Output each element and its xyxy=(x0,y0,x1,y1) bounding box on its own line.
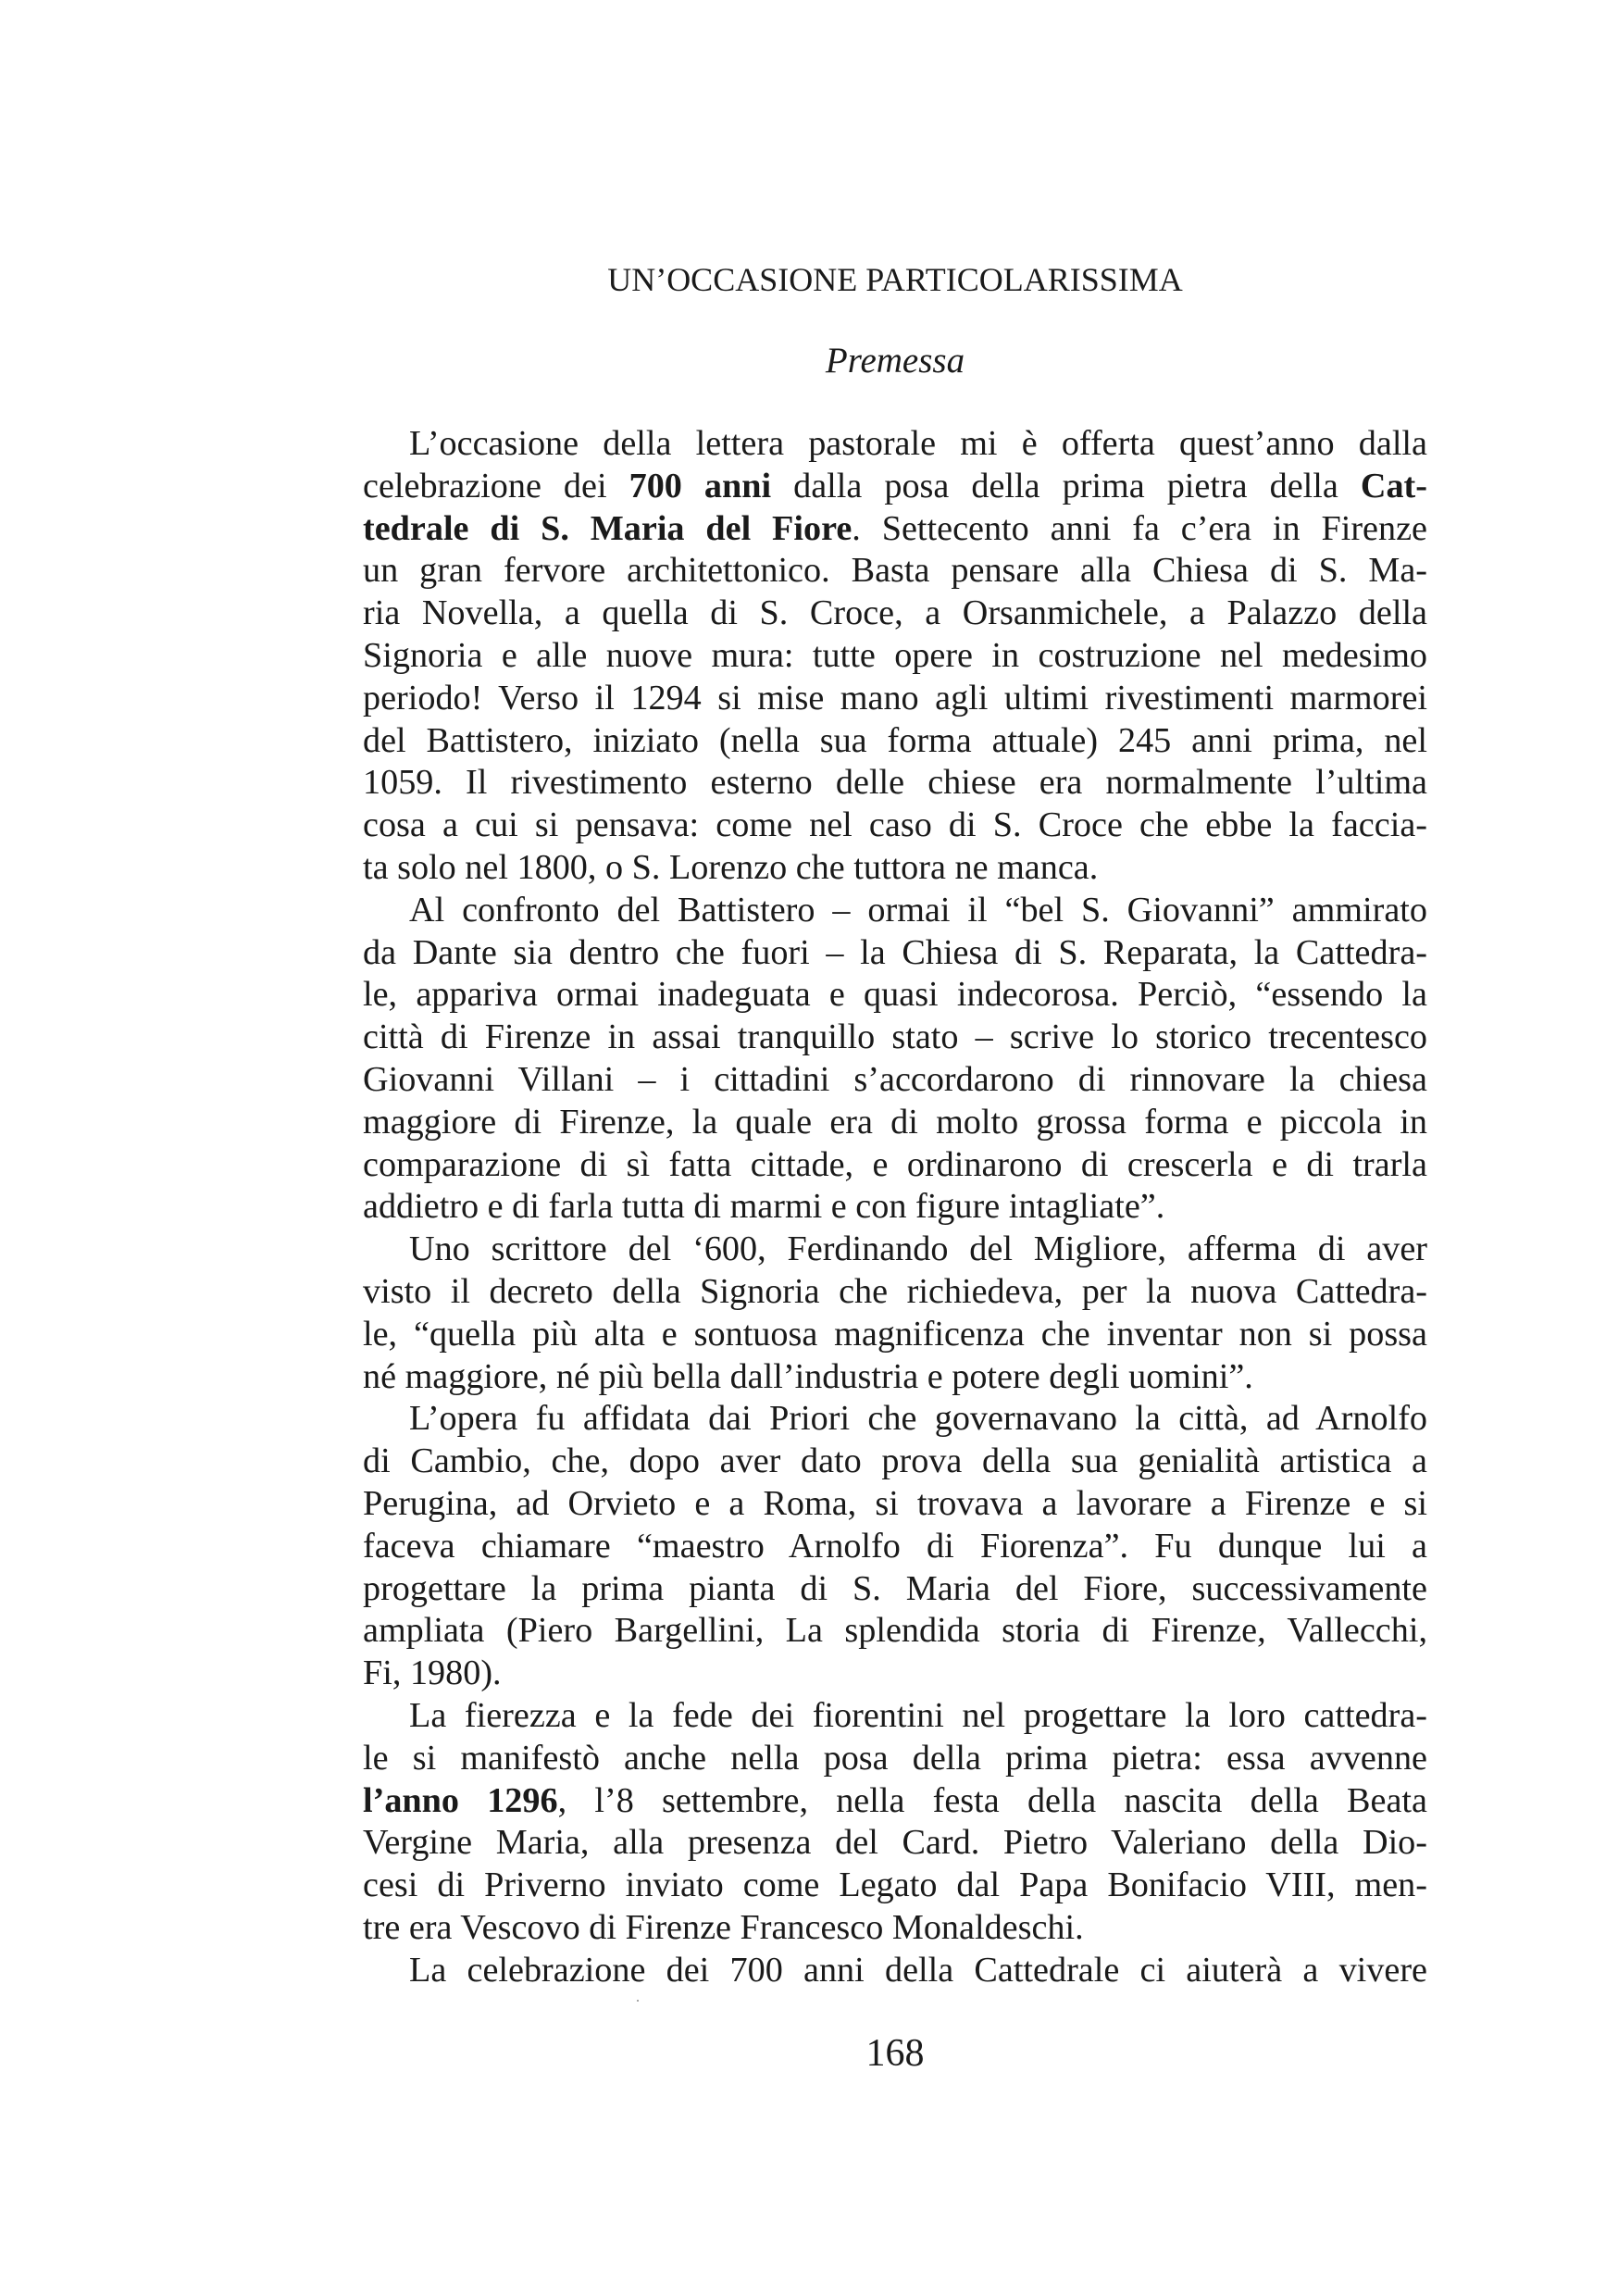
text-segment: , l’8 settembre, nella festa della nascita della Beata xyxy=(557,1780,1427,1820)
text-line xyxy=(363,1610,1427,1653)
text-segment: visto il decreto della Signoria che richiedeva, per la nuova Cattedra- xyxy=(363,1271,1427,1311)
text-line xyxy=(363,1059,1427,1102)
text-line xyxy=(363,1780,1427,1823)
text-line xyxy=(363,1950,1427,1992)
text-segment: da Dante sia dentro che fuori – la Chiesa di S. Reparata, la Cattedra- xyxy=(363,932,1427,972)
text-line xyxy=(363,847,1427,890)
bold-text: 700 anni xyxy=(629,466,772,505)
text-line xyxy=(363,1483,1427,1526)
text-line xyxy=(363,1186,1427,1229)
text-segment: L’occasione della lettera pastorale mi è offerta quest’anno dalla xyxy=(409,424,1427,463)
text-segment: Uno scrittore del ‘600, Ferdinando del Migliore, afferma di aver xyxy=(409,1229,1427,1269)
text-line xyxy=(363,974,1427,1017)
text-segment: Giovanni Villani – i cittadini s’accordarono di rinnovare la chiesa xyxy=(363,1059,1427,1099)
text-segment: celebrazione dei xyxy=(363,466,629,505)
text-line xyxy=(363,1271,1427,1314)
page-title: UN’OCCASIONE PARTICOLARISSIMA xyxy=(607,261,1183,298)
text-line xyxy=(363,1356,1427,1399)
bold-text: Cat- xyxy=(1360,466,1427,505)
text-line xyxy=(363,1865,1427,1907)
text-line xyxy=(363,1441,1427,1483)
text-segment: cosa a cui si pensava: come nel caso di S. Croce che ebbe la faccia- xyxy=(363,805,1427,845)
text-line xyxy=(363,635,1427,678)
text-line xyxy=(363,762,1427,805)
text-segment: La celebrazione dei 700 anni della Cattedrale ci aiuterà a vivere xyxy=(409,1950,1427,1990)
body-text xyxy=(363,423,1427,1991)
text-segment: ria Novella, a quella di S. Croce, a Orsanmichele, a Palazzo della xyxy=(363,593,1427,633)
text-segment: addietro e di farla tutta di marmi e con figure intagliate”. xyxy=(363,1187,1165,1227)
text-segment: La fierezza e la fede dei fiorentini nel progettare la loro cattedra- xyxy=(409,1695,1427,1735)
text-line xyxy=(363,1695,1427,1738)
text-line xyxy=(363,1017,1427,1059)
text-line xyxy=(363,1653,1427,1695)
text-segment: le, “quella più alta e sontuosa magnificenza che inventar non si possa xyxy=(363,1314,1427,1354)
text-segment: . Settecento anni fa c’era in Firenze xyxy=(852,508,1427,548)
text-line xyxy=(363,550,1427,593)
text-segment: ampliata (Piero Bargellini, La splendida storia di Firenze, Vallecchi, xyxy=(363,1611,1427,1651)
text-segment: 1059. Il rivestimento esterno delle chiese era normalmente l’ultima xyxy=(363,763,1427,803)
text-line xyxy=(363,593,1427,635)
text-line xyxy=(363,508,1427,551)
bold-text: tedrale di S. Maria del Fiore xyxy=(363,508,853,548)
text-segment: Perugina, ad Orvieto e a Roma, si trovava a lavorare a Firenze e si xyxy=(363,1483,1427,1523)
text-line xyxy=(363,1398,1427,1441)
text-line xyxy=(363,890,1427,932)
text-segment: le, appariva ormai inadeguata e quasi indecorosa. Perciò, “essendo la xyxy=(363,975,1427,1015)
text-line xyxy=(363,466,1427,508)
text-segment: le si manifestò anche nella posa della prima pietra: essa avvenne xyxy=(363,1738,1427,1778)
page-number: 168 xyxy=(865,2032,925,2075)
text-line xyxy=(363,1144,1427,1187)
text-segment: Fi, 1980). xyxy=(363,1653,502,1693)
text-segment: cesi di Priverno inviato come Legato dal Papa Bonifacio VIII, men- xyxy=(363,1866,1427,1905)
text-segment: faceva chiamare “maestro Arnolfo di Fiorenza”. Fu dunque lui a xyxy=(363,1526,1427,1566)
scan-speck xyxy=(637,2000,639,2002)
bold-text: l’anno 1296 xyxy=(363,1780,558,1820)
text-line xyxy=(363,1907,1427,1950)
text-segment: Al confronto del Battistero – ormai il “bel S. Giovanni” ammirato xyxy=(409,890,1427,930)
text-segment: progettare la prima pianta di S. Maria del Fiore, successivamente xyxy=(363,1568,1427,1608)
text-line xyxy=(363,720,1427,763)
text-segment: ta solo nel 1800, o S. Lorenzo che tuttora ne manca. xyxy=(363,847,1099,887)
section-subtitle: Premessa xyxy=(825,341,965,381)
text-line xyxy=(363,1229,1427,1271)
text-line xyxy=(363,805,1427,847)
text-line xyxy=(363,1314,1427,1356)
text-segment: tre era Vescovo di Firenze Francesco Monaldeschi. xyxy=(363,1907,1084,1947)
text-line xyxy=(363,932,1427,975)
text-segment: periodo! Verso il 1294 si mise mano agli ultimi rivestimenti marmorei xyxy=(363,678,1427,718)
text-line xyxy=(363,1102,1427,1144)
text-line xyxy=(363,1526,1427,1568)
text-segment: né maggiore, né più bella dall’industria e potere degli uomini”. xyxy=(363,1356,1253,1396)
text-line xyxy=(363,423,1427,466)
text-segment: città di Firenze in assai tranquillo stato – scrive lo storico trecentesco xyxy=(363,1017,1427,1057)
text-line xyxy=(363,1822,1427,1865)
text-segment: un gran fervore architettonico. Basta pensare alla Chiesa di S. Ma- xyxy=(363,551,1427,591)
text-segment: comparazione di sì fatta cittade, e ordinarono di crescerla e di trarla xyxy=(363,1144,1427,1184)
text-segment: maggiore di Firenze, la quale era di molto grossa forma e piccola in xyxy=(363,1102,1427,1142)
text-segment: del Battistero, iniziato (nella sua forma attuale) 245 anni prima, nel xyxy=(363,720,1427,760)
text-segment: L’opera fu affidata dai Priori che governavano la città, ad Arnolfo xyxy=(409,1399,1427,1439)
text-line xyxy=(363,1568,1427,1611)
text-segment: Signoria e alle nuove mura: tutte opere in costruzione nel medesimo xyxy=(363,635,1427,675)
text-line xyxy=(363,1738,1427,1780)
text-segment: dalla posa della prima pietra della xyxy=(771,466,1361,505)
text-segment: Vergine Maria, alla presenza del Card. Pietro Valeriano della Dio- xyxy=(363,1823,1427,1863)
text-line xyxy=(363,678,1427,720)
text-segment: di Cambio, che, dopo aver dato prova della sua genialità artistica a xyxy=(363,1441,1427,1481)
